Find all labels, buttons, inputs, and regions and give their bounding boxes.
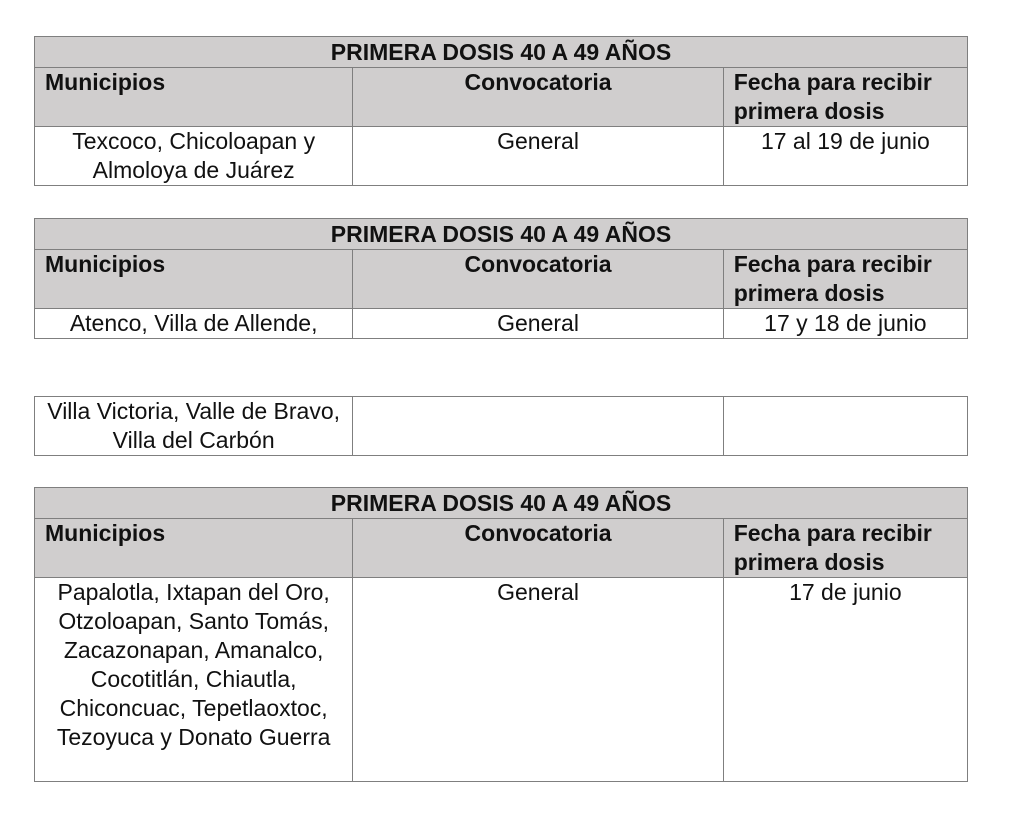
convocatoria-cell: General — [353, 127, 723, 186]
municipios-cell: Texcoco, Chicoloapan y Almoloya de Juárez — [35, 127, 353, 186]
fecha-cell: 17 de junio — [723, 578, 967, 782]
table-title: PRIMERA DOSIS 40 A 49 AÑOS — [35, 37, 968, 68]
convocatoria-cell: General — [353, 578, 723, 782]
fecha-cell: 17 al 19 de junio — [723, 127, 967, 186]
vaccination-table-1 — [34, 36, 968, 186]
vaccination-table-2-continuation — [34, 396, 968, 456]
table-row — [35, 397, 968, 456]
header-convocatoria: Convocatoria — [353, 519, 723, 578]
vaccination-table-2 — [34, 218, 968, 339]
municipios-cell: Villa Victoria, Valle de Bravo, Villa del Carbón — [35, 397, 353, 456]
table-row — [35, 309, 968, 339]
header-municipios: Municipios — [35, 519, 353, 578]
fecha-cell — [723, 397, 967, 456]
municipios-cell: Papalotla, Ixtapan del Oro, Otzoloapan, Santo Tomás, Zacazonapan, Amanalco, Cocotitlán, Chiautla, Chiconcuac, Tepetlaoxtoc, Tezoyuca y Donato Guerra — [35, 578, 353, 782]
header-fecha: Fecha para recibir primera dosis — [723, 519, 967, 578]
table-title: PRIMERA DOSIS 40 A 49 AÑOS — [35, 488, 968, 519]
table-row — [35, 578, 968, 782]
header-fecha: Fecha para recibir primera dosis — [723, 68, 967, 127]
header-convocatoria: Convocatoria — [353, 68, 723, 127]
header-municipios: Municipios — [35, 250, 353, 309]
fecha-cell: 17 y 18 de junio — [723, 309, 967, 339]
header-fecha: Fecha para recibir primera dosis — [723, 250, 967, 309]
convocatoria-cell — [353, 397, 723, 456]
header-municipios: Municipios — [35, 68, 353, 127]
municipios-cell: Atenco, Villa de Allende, — [35, 309, 353, 339]
table-title: PRIMERA DOSIS 40 A 49 AÑOS — [35, 219, 968, 250]
table-row — [35, 127, 968, 186]
vaccination-table-3 — [34, 487, 968, 782]
header-convocatoria: Convocatoria — [353, 250, 723, 309]
convocatoria-cell: General — [353, 309, 723, 339]
